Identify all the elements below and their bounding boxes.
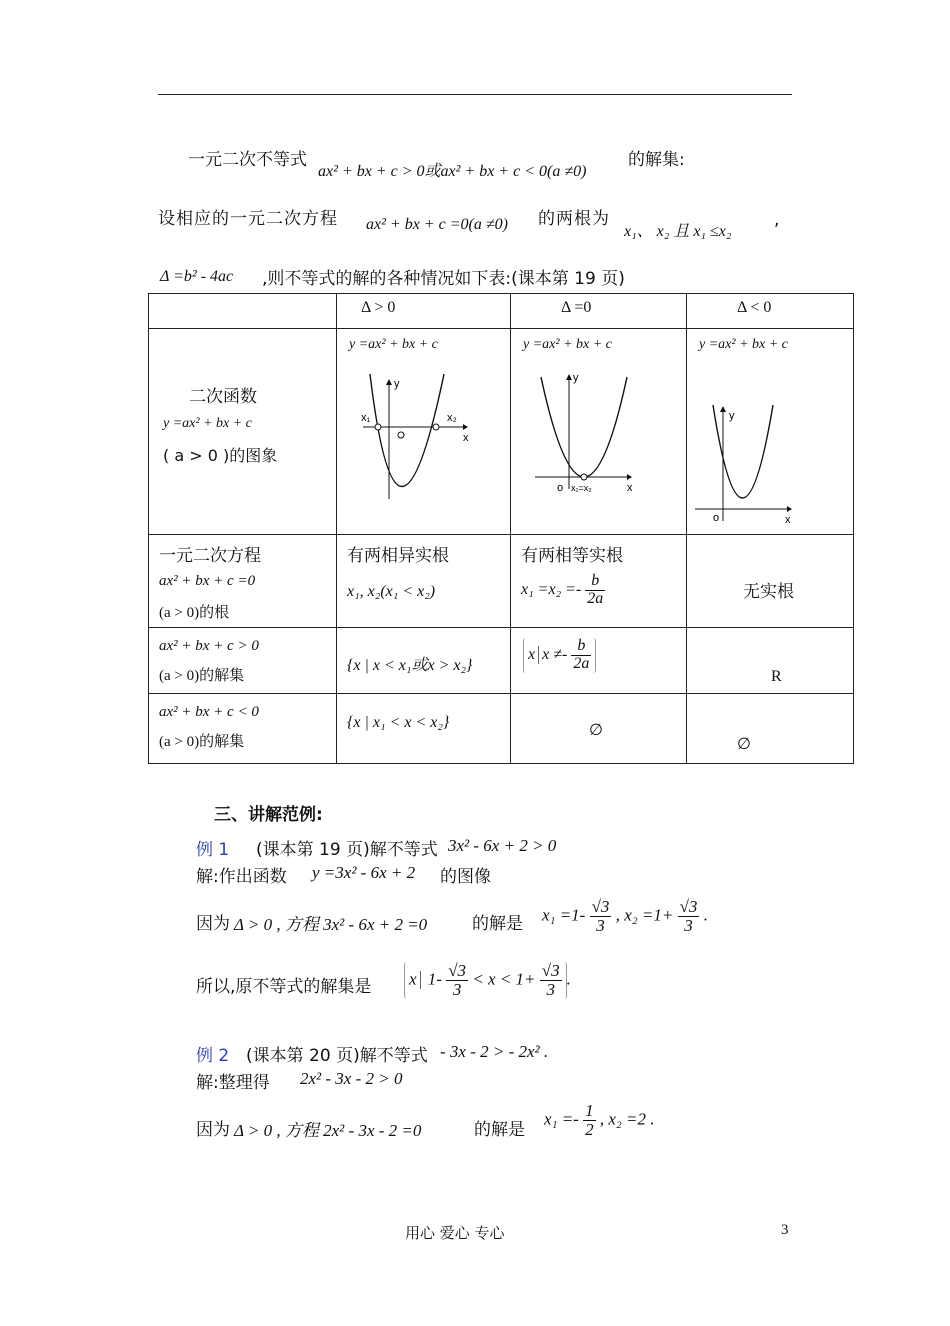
parabola <box>541 377 627 477</box>
x-arrow <box>463 424 468 430</box>
ex1-so: 所以,原不等式的解集是 <box>196 977 372 997</box>
ex1-math: 3x² - 6x + 2 > 0 <box>448 836 557 855</box>
ex1-root2: , x₂ =1+ <box>615 905 674 925</box>
graph-two-roots <box>337 329 510 535</box>
ex2-root2: , x₂ =2 . <box>599 1109 655 1129</box>
intro-line2-mid: 的两根为 <box>538 209 610 229</box>
intro-line2-roots: x₁、 x₂ 且 x₁ ≤x₂ <box>624 223 732 240</box>
origin-label: o <box>713 512 720 524</box>
equal-roots-expr: x₁ =x₂ =- <box>521 580 582 598</box>
ex1-sol-prefix: 解:作出函数 <box>196 867 287 887</box>
intro-line1-suffix: 的解集: <box>628 150 685 170</box>
root-x1-point <box>375 424 381 430</box>
ex2-math: - 3x - 2 > - 2x² . <box>440 1042 549 1061</box>
row1-label: 二次函数 y =ax² + bx + c ( a > 0 )的图象 <box>149 329 337 535</box>
ex1-root2-fraction: $\frac{√3}{3}$ <box>679 897 698 935</box>
ex1-solution-set: x 1- $\frac{√3}{3}$ < x < 1+ $\frac{√3}{3}$ <box>404 962 567 999</box>
y-label: y <box>729 410 735 422</box>
parabola <box>713 405 773 498</box>
header-empty <box>149 294 337 329</box>
ex2-text: (课本第 20 页)解不等式 <box>246 1046 428 1066</box>
x-label: x <box>785 514 791 526</box>
intro-line2-comma: , <box>774 210 780 230</box>
intro-line3-text: ,则不等式的解的各种情况如下表:(课本第 19 页) <box>262 269 625 289</box>
y-label: y <box>394 378 400 390</box>
intro-line3-math: Δ =b² - 4ac <box>160 268 234 285</box>
row2-two-roots: 有两相异实根 x₁, x₂(x₁ < x₂) <box>337 535 511 628</box>
row4-set-between: {x | x₁ < x < x₂} <box>337 694 511 764</box>
row3-set-outside: {x | x < x₁或x > x₂} <box>337 628 511 694</box>
row2-label: 一元二次方程 ax² + bx + c =0 (a > 0)的根 <box>149 535 337 628</box>
graph-cell-pos: y =ax² + bx + c y x x₁ x₂ <box>337 329 511 535</box>
ex2-because: 因为 <box>196 1120 230 1140</box>
double-root-point <box>581 474 587 480</box>
solution-table <box>148 293 854 764</box>
x1-label: x₁ <box>361 412 371 424</box>
ex1-because-math: Δ > 0 , 方程 3x² - 6x + 2 =0 <box>234 915 428 934</box>
ex2-tag: 例 2 <box>196 1046 230 1066</box>
ex1-text: (课本第 19 页)解不等式 <box>256 840 438 860</box>
x-arrow <box>787 506 792 512</box>
root-x2-point <box>433 424 439 430</box>
ex1-because-mid: 的解是 <box>472 914 523 934</box>
y-arrow <box>566 374 572 380</box>
ex1-sol-suffix: 的图像 <box>440 867 491 887</box>
y-arrow <box>386 379 392 385</box>
ex2-root1: x₁ =- <box>544 1109 579 1129</box>
graph-cell-zero: y =ax² + bx + c y x o x₁=x₂ <box>511 329 687 535</box>
equal-roots-fraction: $\frac{b}{2a}$ <box>587 572 604 607</box>
row3-set-all: R <box>687 628 854 694</box>
row4-empty-set-zero: ∅ <box>511 694 687 764</box>
graph-double-root <box>511 329 686 535</box>
header-delta-zero: Δ =0 <box>511 294 687 329</box>
intro-line2-math: ax² + bx + c =0(a ≠0) <box>366 216 508 233</box>
row4-empty-set-neg: ∅ <box>687 694 854 764</box>
parabola <box>370 374 444 487</box>
x-label: x <box>627 482 633 494</box>
row2-equal-roots: 有两相等实根 x₁ =x₂ =- $\frac{b}{2a}$ <box>511 535 687 628</box>
intro-line1-math: ax² + bx + c > 0或ax² + bx + c < 0(a ≠0) <box>318 163 587 180</box>
ex2-sol-math: 2x² - 3x - 2 > 0 <box>300 1069 403 1088</box>
ex2-because-mid: 的解是 <box>474 1120 525 1140</box>
y-label: y <box>573 372 579 384</box>
row2-no-root: 无实根 <box>687 535 854 628</box>
ex2-sol-prefix: 解:整理得 <box>196 1073 270 1093</box>
row3-set-except <box>511 628 687 694</box>
ex1-tag: 例 1 <box>196 840 230 860</box>
except-set: x x ≠- $\frac{b}{2a}$ <box>523 638 596 673</box>
footer-center: 用心 爱心 专心 <box>405 1224 505 1242</box>
graph-no-root <box>687 329 853 535</box>
ex1-root1-fraction: $\frac{√3}{3}$ <box>591 897 610 935</box>
ex1-sol-math: y =3x² - 6x + 2 <box>312 863 416 882</box>
graph-cell-neg: y x o y =ax² + bx + c <box>687 329 854 535</box>
x-arrow <box>627 474 632 480</box>
origin-label: o <box>557 482 564 494</box>
header-delta-pos: Δ > 0 <box>337 294 511 329</box>
y-arrow <box>720 406 726 412</box>
intro-line1-prefix: 一元二次不等式 <box>188 150 307 170</box>
row3-label: ax² + bx + c > 0 (a > 0)的解集 <box>149 628 337 694</box>
row4-label: ax² + bx + c < 0 (a > 0)的解集 <box>149 694 337 764</box>
ex2-because-math: Δ > 0 , 方程 2x² - 3x - 2 =0 <box>234 1121 422 1140</box>
ex1-dot: . <box>703 905 708 925</box>
ex2-root1-fraction: $\frac{1}{2}$ <box>585 1101 594 1139</box>
x2-label: x₂ <box>447 412 457 424</box>
x-label: x <box>463 432 469 444</box>
ex1-because: 因为 <box>196 914 230 934</box>
top-rule <box>158 94 792 95</box>
section-title: 三、讲解范例: <box>214 805 323 825</box>
intro-line2-prefix: 设相应的一元二次方程 <box>158 209 338 229</box>
header-delta-neg: Δ < 0 <box>687 294 854 329</box>
origin-mark <box>398 432 404 438</box>
page-number: 3 <box>781 1222 789 1238</box>
ex1-root1: x₁ =1- <box>542 905 586 925</box>
x1x2-label: x₁=x₂ <box>571 483 592 493</box>
